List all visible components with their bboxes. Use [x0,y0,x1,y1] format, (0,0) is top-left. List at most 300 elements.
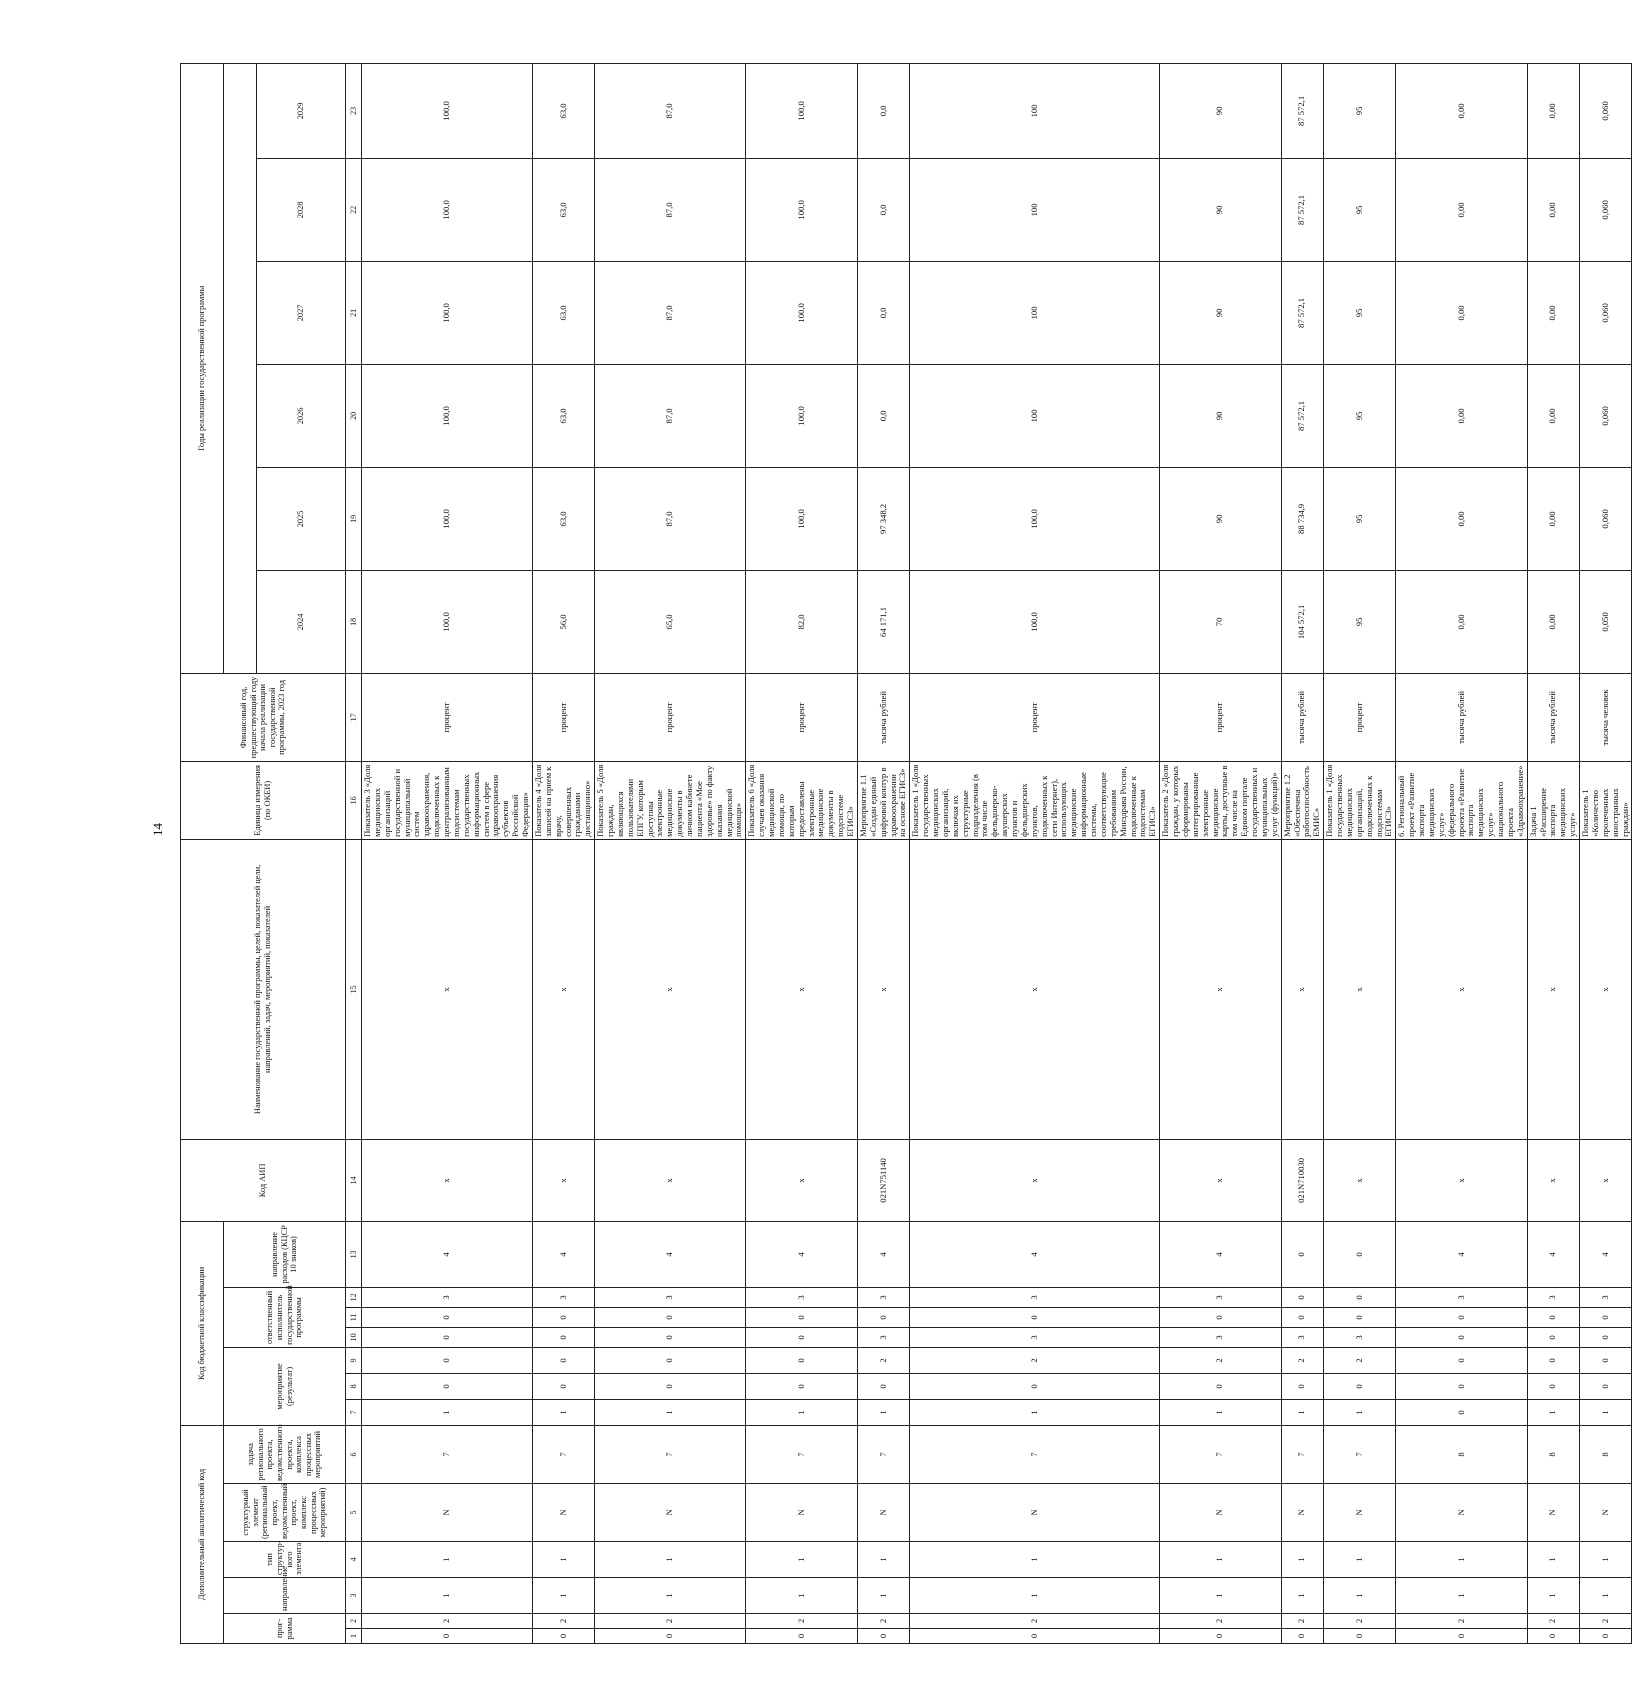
row-name-cell: Показатель 5 «Доля граждан, являющихся пользователями ЕПГУ, которым доступны электронные медицинские документы в личном кабинете пациента «Мое здоровье» по факту оказания медицинской помощи» [595,761,746,839]
code-cell: х [910,839,1160,1139]
code-cell: 0 [1324,1287,1396,1307]
code-cell: 0 [857,1629,909,1644]
year-value: 0,060 [1580,364,1632,467]
code-cell: 1 [1160,1578,1282,1614]
code-cell: 0 [1396,1399,1527,1425]
code-cell: 1 [1527,1578,1579,1614]
code-cell: 4 [910,1221,1160,1287]
code-cell: 3 [1281,1327,1324,1347]
code-cell: 1 [532,1578,594,1614]
table-row [857,63,909,1643]
code-cell: 2 [1324,1614,1396,1629]
header-year: 2025 [257,467,346,570]
code-cell: 0 [1281,1307,1324,1327]
code-cell: N [532,1484,594,1542]
code-cell: 0 [362,1347,533,1373]
code-cell: N [595,1484,746,1542]
code-cell: 2 [1160,1347,1282,1373]
code-cell: 0 [1160,1373,1282,1399]
code-cell: 1 [1281,1542,1324,1578]
code-cell: 0 [1281,1373,1324,1399]
column-number: 2 [346,1614,362,1629]
year-value: 87 572,1 [1281,261,1324,364]
column-number: 20 [346,364,362,467]
code-cell: 7 [532,1425,594,1483]
code-cell: 0 [1580,1307,1632,1327]
code-cell: 1 [746,1542,858,1578]
code-cell: N [1160,1484,1282,1542]
code-cell: 0 [910,1307,1160,1327]
unit-cell: процент [1160,673,1282,761]
code-cell: N [857,1484,909,1542]
unit-cell: процент [1324,673,1396,761]
column-number-row [346,63,362,1643]
code-cell: х [1580,839,1632,1139]
base-year-value: 56,0 [532,570,594,673]
code-cell: 0 [1580,1327,1632,1347]
year-value: 97 348,2 [857,467,909,570]
code-cell: х [857,839,909,1139]
code-cell: N [1281,1484,1324,1542]
year-value: 0,00 [1527,158,1579,261]
code-cell: 021N751140 [857,1139,909,1221]
code-cell: 2 [362,1614,533,1629]
year-value: 0,00 [1527,261,1579,364]
year-value: 87,0 [595,261,746,364]
year-value: 90 [1160,158,1282,261]
code-cell: 1 [532,1542,594,1578]
code-cell: х [1160,1139,1282,1221]
code-cell: 0 [595,1373,746,1399]
year-value: 0,00 [1396,63,1527,158]
code-cell: 2 [857,1614,909,1629]
code-cell: 0 [746,1327,858,1347]
column-number: 13 [346,1221,362,1287]
unit-cell: процент [910,673,1160,761]
code-cell: 3 [857,1287,909,1307]
code-cell: 0 [1396,1629,1527,1644]
code-cell: 3 [857,1327,909,1347]
code-cell: 0 [746,1629,858,1644]
code-cell: 0 [362,1327,533,1347]
code-cell: 1 [1324,1399,1396,1425]
table-row [1580,63,1632,1643]
row-name-cell: Показатель 4 «Доля записей на прием к врачу, совершенных гражданами дистанционно» [532,761,594,839]
column-number: 8 [346,1373,362,1399]
column-number: 21 [346,261,362,364]
code-cell: 3 [910,1327,1160,1347]
year-value: 0,00 [1396,261,1527,364]
code-cell: х [362,1139,533,1221]
code-cell: 1 [1324,1542,1396,1578]
code-cell: х [362,839,533,1139]
year-value: 87,0 [595,467,746,570]
code-cell: 3 [1160,1287,1282,1307]
code-cell: 3 [1324,1327,1396,1347]
code-cell: 1 [746,1578,858,1614]
code-cell: 0 [1527,1373,1579,1399]
column-number: 14 [346,1139,362,1221]
table-row [910,63,1160,1643]
header-year: 2026 [257,364,346,467]
code-cell: х [1580,1139,1632,1221]
code-cell: 1 [1527,1399,1579,1425]
year-value: 88 734,9 [1281,467,1324,570]
column-number: 23 [346,63,362,158]
code-cell: 0 [1396,1373,1527,1399]
code-cell: 0 [362,1373,533,1399]
code-cell: 3 [1527,1287,1579,1307]
code-cell: 3 [1396,1287,1527,1307]
code-cell: 2 [1580,1614,1632,1629]
column-number: 5 [346,1484,362,1542]
code-cell: х [532,839,594,1139]
unit-cell: тысяча рублей [857,673,909,761]
year-value: 90 [1160,63,1282,158]
code-cell: N [910,1484,1160,1542]
header-executor: ответственный исполнитель государственной программы [224,1287,346,1347]
header-analytic-code: Дополнительный аналитический код [181,1425,224,1643]
column-number: 18 [346,570,362,673]
unit-cell: процент [746,673,858,761]
code-cell: 0 [595,1347,746,1373]
code-cell: 4 [857,1221,909,1287]
code-cell: 0 [595,1327,746,1347]
code-cell: 0 [595,1629,746,1644]
table-row [1396,63,1527,1643]
code-cell: 7 [857,1425,909,1483]
code-cell: 1 [362,1578,533,1614]
header-aip-code: Код АИП [181,1139,346,1221]
header-event: мероприятие (результат) [224,1347,346,1425]
base-year-value: 65,0 [595,570,746,673]
code-cell: 8 [1527,1425,1579,1483]
code-cell: 0 [857,1307,909,1327]
row-name-cell: Показатель 1 «Количество пролеченных иностранных граждан» [1580,761,1632,839]
code-cell: 2 [746,1614,858,1629]
code-cell: 1 [857,1399,909,1425]
year-value: 100 [910,261,1160,364]
code-cell: 0 [1396,1347,1527,1373]
base-year-value: 0,00 [1527,570,1579,673]
code-cell: 1 [532,1399,594,1425]
code-cell: 8 [1580,1425,1632,1483]
year-value: 100,0 [362,158,533,261]
code-cell: 0 [1580,1347,1632,1373]
unit-cell: процент [595,673,746,761]
code-cell: N [746,1484,858,1542]
code-cell: 1 [910,1399,1160,1425]
year-value: 95 [1324,467,1396,570]
row-name-cell: Мероприятие 1.2 «Обеспечена работоспособность ЕМИС» [1281,761,1324,839]
column-number: 16 [346,761,362,839]
code-cell: х [746,839,858,1139]
column-number: 6 [346,1425,362,1483]
code-cell: х [1527,839,1579,1139]
year-value: 0,00 [1396,158,1527,261]
column-number: 17 [346,673,362,761]
code-cell: 0 [532,1347,594,1373]
code-cell: 1 [1580,1578,1632,1614]
code-cell: 2 [1281,1347,1324,1373]
year-value: 90 [1160,261,1282,364]
header-base-year: Финансовый год, предшествующий году начала реализации государственной программы, 2023 год [181,673,346,761]
code-cell: N [1580,1484,1632,1542]
code-cell: 2 [910,1347,1160,1373]
code-cell: 1 [362,1542,533,1578]
code-cell: N [1527,1484,1579,1542]
year-value: 63,0 [532,364,594,467]
year-value: 100,0 [362,364,533,467]
year-value: 87 572,1 [1281,63,1324,158]
header-years-spacer [224,63,257,673]
code-cell: 3 [746,1287,858,1307]
code-cell: 4 [532,1221,594,1287]
year-value: 0,060 [1580,467,1632,570]
code-cell: N [1396,1484,1527,1542]
code-cell: 1 [910,1578,1160,1614]
year-value: 63,0 [532,261,594,364]
code-cell: 2 [532,1614,594,1629]
year-value: 100,0 [362,63,533,158]
column-number: 15 [346,839,362,1139]
code-cell: 1 [746,1399,858,1425]
code-cell: 0 [532,1307,594,1327]
code-cell: 0 [910,1373,1160,1399]
base-year-value: 100,0 [362,570,533,673]
year-value: 63,0 [532,158,594,261]
column-number: 11 [346,1307,362,1327]
year-value: 0,00 [1527,467,1579,570]
code-cell: 3 [910,1287,1160,1307]
code-cell: 0 [1160,1629,1282,1644]
code-cell: 1 [1396,1578,1527,1614]
base-year-value: 104 572,1 [1281,570,1324,673]
column-number: 9 [346,1347,362,1373]
code-cell: 2 [910,1614,1160,1629]
base-year-value: 82,0 [746,570,858,673]
code-cell: 0 [1396,1327,1527,1347]
code-cell: 1 [595,1578,746,1614]
year-value: 100,0 [746,364,858,467]
year-value: 100,0 [746,63,858,158]
code-cell: 0 [1324,1373,1396,1399]
base-year-value: 64 171,1 [857,570,909,673]
year-value: 87 572,1 [1281,364,1324,467]
header-year: 2028 [257,158,346,261]
code-cell: 2 [1396,1614,1527,1629]
year-value: 90 [1160,364,1282,467]
code-cell: 1 [857,1578,909,1614]
row-name-cell: Мероприятие 1.1 «Создан единый цифровой контур в здравоохранении на основе ЕГИСЗ» [857,761,909,839]
column-number: 12 [346,1287,362,1307]
code-cell: 0 [1527,1307,1579,1327]
year-value: 0,060 [1580,261,1632,364]
table-row [595,63,746,1643]
table-body [362,63,1632,1643]
year-value: 0,0 [857,63,909,158]
code-cell: 7 [746,1425,858,1483]
code-cell: 2 [595,1614,746,1629]
column-number: 10 [346,1327,362,1347]
year-value: 95 [1324,364,1396,467]
year-value: 95 [1324,261,1396,364]
code-cell: 0 [532,1327,594,1347]
code-cell: 0 [746,1307,858,1327]
program-table [180,63,1632,1644]
row-name-cell: Показатель 6 «Доля случаев оказания медицинской помощи, по которым предоставлены электронные медицинские документы в подсистеме ЕГИСЗ» [746,761,858,839]
header-year: 2029 [257,63,346,158]
year-value: 0,0 [857,364,909,467]
code-cell: 1 [362,1399,533,1425]
code-cell: 7 [1281,1425,1324,1483]
code-cell: 0 [362,1307,533,1327]
year-value: 100,0 [362,467,533,570]
code-cell: 0 [1527,1629,1579,1644]
unit-cell: процент [362,673,533,761]
base-year-value: 100,0 [910,570,1160,673]
year-value: 0,00 [1396,364,1527,467]
code-cell: 1 [595,1542,746,1578]
year-value: 100 [910,364,1160,467]
document-sheet [180,64,1630,1644]
unit-cell: тысяча рублей [1527,673,1579,761]
code-cell: 0 [595,1307,746,1327]
code-cell: 2 [1160,1614,1282,1629]
code-cell: 0 [1281,1221,1324,1287]
table-row [362,63,533,1643]
header-expense-direction: направление расходов (КЦСР 10 знаков) [224,1221,346,1287]
year-value: 0,0 [857,158,909,261]
header-task: задача регионального проекта, ведомственного проекта, комплекса процессных мероприятий [224,1425,346,1483]
row-name-cell: 6. Региональный проект «Развитие экспорта медицинских услуг» (федерального проекта «Развитие экспорта медицинских услуг» национального проекта «Здравоохранение» [1396,761,1527,839]
code-cell: х [746,1139,858,1221]
year-value: 87 572,1 [1281,158,1324,261]
code-cell: 1 [1281,1399,1324,1425]
code-cell: 0 [1527,1327,1579,1347]
table-row [1160,63,1282,1643]
unit-cell: тысяча рублей [1396,673,1527,761]
year-value: 87,0 [595,364,746,467]
year-value: 0,0 [857,261,909,364]
code-cell: 1 [1160,1399,1282,1425]
code-cell: 0 [1281,1629,1324,1644]
year-value: 95 [1324,158,1396,261]
header-element-type: тип структур-ного элемента [224,1542,346,1578]
year-value: 100,0 [746,261,858,364]
code-cell: х [532,1139,594,1221]
code-cell: 3 [595,1287,746,1307]
code-cell: 1 [1324,1578,1396,1614]
code-cell: 4 [1527,1221,1579,1287]
header-unit: Единица измерения (по ОКЕИ) [181,761,346,839]
code-cell: 1 [1580,1399,1632,1425]
row-name-cell: Показатель 1 «Доля государственных медицинских организаций, включая их структурные подразделения (в том числе фельдшерско-акушерских пунктов и фельдшерских пунктов, подключенных к сети Интернет), использующих медицинские информационные системы, соответствующие требованиям Минздрава России, подключенные к подсистемам ЕГИСЗ» [910,761,1160,839]
table-row [1324,63,1396,1643]
code-cell: 7 [595,1425,746,1483]
year-value: 0,060 [1580,63,1632,158]
code-cell: 0 [532,1629,594,1644]
code-cell: 1 [910,1542,1160,1578]
year-value: 63,0 [532,63,594,158]
code-cell: х [1160,839,1282,1139]
table-row [1527,63,1579,1643]
unit-cell: тысяча человек [1580,673,1632,761]
code-cell: х [595,839,746,1139]
code-cell: 4 [1580,1221,1632,1287]
table-row [1281,63,1324,1643]
page-number: 14 [150,823,165,836]
code-cell: 0 [1324,1221,1396,1287]
row-name-cell: Показатель 3 «Доля медицинских организаций государственной и муниципальной систем здравоохранения, подключенных к централизованным подсистемам государственных информационных систем в сфере здравоохранения субъектов Российской Федерации» [362,761,533,839]
unit-cell: процент [532,673,594,761]
code-cell: 0 [857,1373,909,1399]
column-number: 3 [346,1578,362,1614]
code-cell: 0 [910,1629,1160,1644]
code-cell: 4 [746,1221,858,1287]
code-cell: 8 [1396,1425,1527,1483]
code-cell: 0 [1580,1373,1632,1399]
code-cell: 0 [1281,1287,1324,1307]
table-row [746,63,858,1643]
row-name-cell: Задача 1 «Расширение экспорта медицинских услуг» [1527,761,1579,839]
code-cell: 2 [1527,1614,1579,1629]
year-value: 100 [910,63,1160,158]
year-value: 0,00 [1527,364,1579,467]
column-number: 19 [346,467,362,570]
code-cell: 0 [1580,1629,1632,1644]
code-cell: х [1324,839,1396,1139]
column-number: 22 [346,158,362,261]
year-value: 100,0 [910,467,1160,570]
code-cell: 1 [1160,1542,1282,1578]
year-value: 0,060 [1580,158,1632,261]
year-value: 95 [1324,63,1396,158]
code-cell: 1 [857,1542,909,1578]
table-row [532,63,594,1643]
code-cell: 1 [1281,1578,1324,1614]
code-cell: 2 [1281,1614,1324,1629]
code-cell: 0 [362,1629,533,1644]
code-cell: 021N710030 [1281,1139,1324,1221]
code-cell: 0 [532,1373,594,1399]
year-value: 100 [910,158,1160,261]
year-value: 90 [1160,467,1282,570]
code-cell: 0 [1396,1307,1527,1327]
code-cell: 4 [1396,1221,1527,1287]
code-cell: 1 [1396,1542,1527,1578]
base-year-value: 95 [1324,570,1396,673]
code-cell: 7 [910,1425,1160,1483]
code-cell: 3 [1160,1327,1282,1347]
code-cell: 3 [1580,1287,1632,1307]
header-name: Наименование государственной программы, целей, показателей цели, направлений, задач, мероприятий, показателей [181,839,346,1139]
code-cell: N [362,1484,533,1542]
column-number: 4 [346,1542,362,1578]
code-cell: 4 [1160,1221,1282,1287]
code-cell: х [595,1139,746,1221]
column-number: 7 [346,1399,362,1425]
base-year-value: 70 [1160,570,1282,673]
year-value: 0,00 [1527,63,1579,158]
row-name-cell: Показатель 2 «Доля граждан, у которых сформированы интегрированные электронные медицинские карты, доступные в том числе на Едином портале государственных и муниципальных услуг (функций)» [1160,761,1282,839]
code-cell: 4 [362,1221,533,1287]
year-value: 0,00 [1396,467,1527,570]
code-cell: 7 [1324,1425,1396,1483]
code-cell: х [1396,1139,1527,1221]
code-cell: 0 [1527,1347,1579,1373]
header-budget-code: Код бюджетной классификации [181,1221,224,1425]
